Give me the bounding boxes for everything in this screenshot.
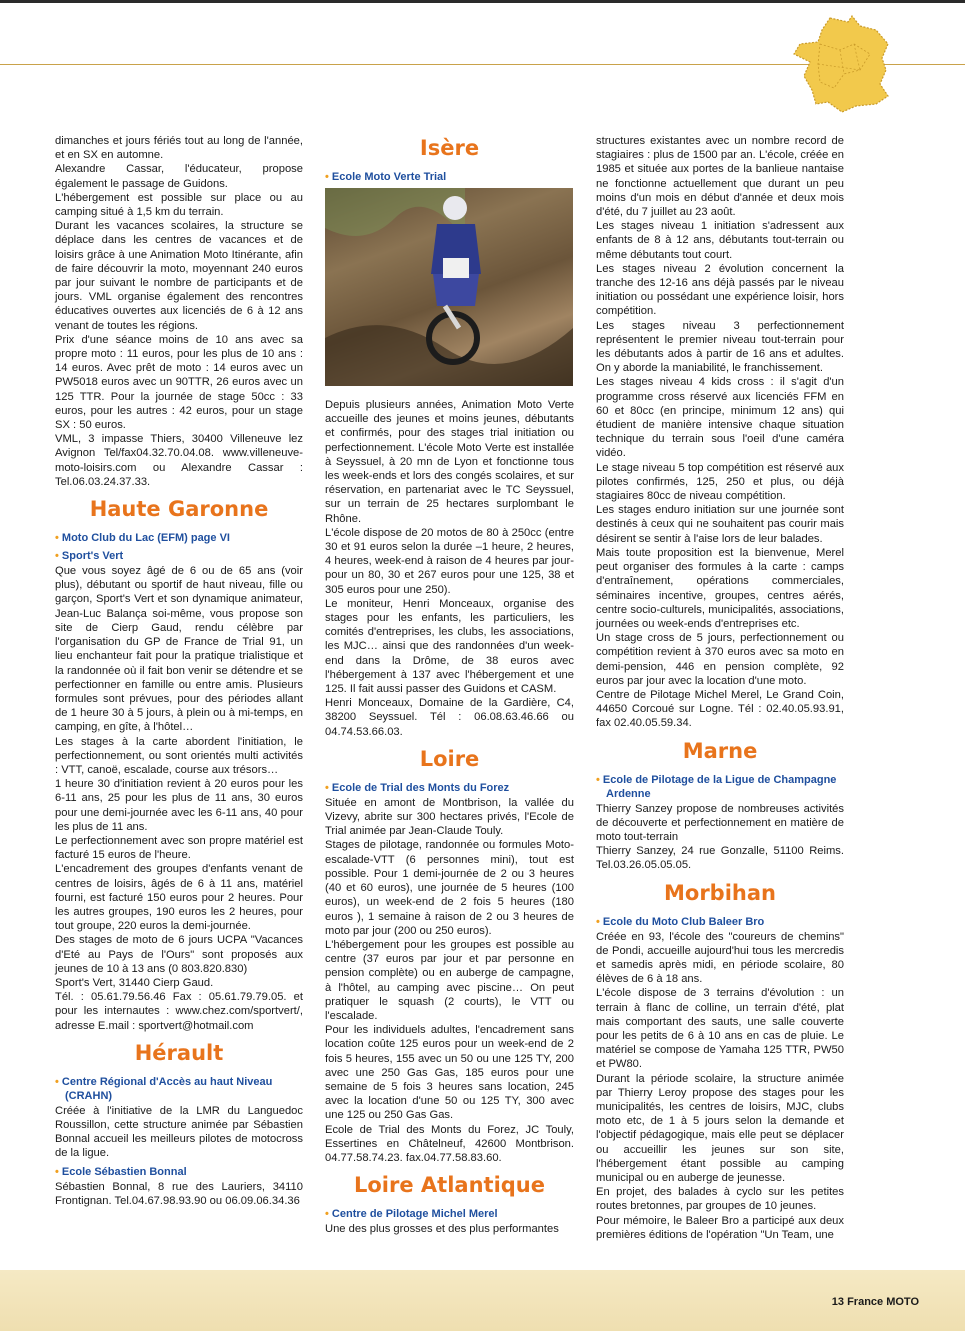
paragraph: Tél. : 05.61.79.56.46 Fax : 05.61.79.79.05. et pour les internautes : www.chez.com/sportvert/, adresse E.mail : sportvert@hotmail.com xyxy=(55,991,303,1032)
paragraph: En projet, des balades à cyclo sur les petites routes bretonnes, par groupes de 10 jeunes. xyxy=(596,1186,844,1213)
paragraph: Depuis plusieurs années, Animation Moto Verte accueille des jeunes et moins jeunes, débutants et confirmés, pour des stages trial initiation ou perfectionnement. L'école Moto Verte est installée à Seyssuel, à 20 mn de Lyon et fonctionne tous les week-ends et lors des congés scolaires, et sur réservation, en partenariat avec le TC Seyssuel, sur un terrain de 25 hectares surplombant le Rhône. xyxy=(325,399,574,525)
region-heading-herault: Hérault xyxy=(134,1040,224,1065)
paragraph: Un stage cross de 5 jours, perfectionnement ou compétition revient à 370 euros avec sa moto en demi-pension, 446 en pension complète, 92 euros par jour avec la location d'une moto. xyxy=(596,632,844,687)
paragraph: Stages de pilotage, randonnée ou formules Moto-escalade-VTT (6 personnes mini), tout est possible. Pour 1 demi-journée de 2 ou 3 heures (40 et 60 euros), une journée de 5 heures (100 euros), un week-end de 2 fois 5 heures (180 euros ), 1 semaine à raison de 2 ou 3 heures de moto par jour (200 ou 250 euros). xyxy=(325,839,574,937)
school-label: Ecole de Pilotage de la Ligue de Champagne Ardenne xyxy=(602,773,837,800)
bullet-icon: • xyxy=(55,1165,62,1178)
paragraph: L'encadrement des groupes d'enfants venant de centres de loisirs, âgés de 6 à 11 ans, matériel fourni, est facturé 150 euros pour 2 heures. Pour les autres groupes, 190 euros les 2 heures, pour tout groupe, 220 euros la demi-journée. xyxy=(55,863,303,933)
region-heading-morbihan: Morbihan xyxy=(664,880,776,905)
paragraph: Que vous soyez âgé de 6 ou de 65 ans (voir plus), débutant ou sportif de haut niveau, fille ou garçon, Sport's Vert et son dynamique animateur, Jean-Luc Balança soi-même, vous propose son site de Cierp Gaud, rendu célèbre par l'organisation du GP de France de Trial 91, un lieu enchanteur fait pour la pratique trialistique et la randonnée où il fait bon venir se détendre et se perfectionner en famille ou entre amis. Plusieurs formules sont prévues, pour des périodes allant de 1 heure 30 à 5 jours, à plein ou à mi-temps, en camping, en gîte, à l'hôtel… xyxy=(55,565,303,734)
paragraph: Les stages niveau 3 perfectionnement représentent le premier niveau tout-terrain pour les débutants ados à partir de 16 ans et adultes. On y aborde la maniabilité, le franchissement. xyxy=(596,319,844,375)
paragraph: Le moniteur, Henri Monceaux, organise des stages pour les enfants, les particuliers, les comités d'entreprises, les clubs, les associations, les MJC… ainsi que des randonnées d'un week-end dans la Drôme, de 38 euros avec l'hébergement à 137 avec l'hébergement et une 125. Il fait aussi passer des Guidons et CASM. xyxy=(325,597,574,696)
school-name xyxy=(55,1075,303,1103)
paragraph: 1 heure 30 d'initiation revient à 20 euros pour les 6-11 ans, 25 pour les plus de 11 ans, 30 euros pour une demi-journée avec les 6-11 ans, 40 pour les plus de 11 ans. xyxy=(55,778,303,833)
paragraph: Pour les individuels adultes, l'encadrement sans location coûte 125 euros pour un week-end de 2 fois 5 heures, 155 avec un 50 ou une 125 TY, 200 avec une 250 Gas Gas, 185 euros pour une semaine de 5 fois 3 heures sans location, 245 avec la location d'une 50 ou 125 TY, 300 avec une 125 ou 250 Gas Gas. xyxy=(325,1024,574,1122)
paragraph: Des stages de moto de 6 jours UCPA "Vacances d'Eté au Pays de l'Ours" sont proposés aux jeunes de 10 à 13 ans (0 803.820.830) xyxy=(55,934,303,975)
region-heading-loire: Loire xyxy=(419,746,480,771)
paragraph: Pour mémoire, le Baleer Bro a participé aux deux premières éditions de l'opération "Un Team, une xyxy=(596,1214,844,1241)
school-label: Sport's Vert xyxy=(61,550,124,563)
paragraph: Créée à l'initiative de la LMR du Languedoc Roussillon, cette structure animée par Sébastien Bonnal accueil les meilleurs pilotes de motocross de la ligue. xyxy=(55,1104,303,1160)
paragraph: L'hébergement pour les groupes est possible au centre (37 euros par jour et par personne en pension complète) ou en auberge de campagne, à l'hôtel, au camping avec piscine… On peut pratiquer le squash (2 courts), le VTT ou l'escalade. xyxy=(325,938,574,1022)
paragraph: Henri Monceaux, Domaine de la Gardière, C4, 38200 Seyssuel. Tél : 06.08.63.46.66 ou 04.74.53.66.03. xyxy=(325,697,574,738)
paragraph: L'école dispose de 3 terrains d'évolution : un terrain à flanc de colline, un terrain d'été, plat mais comportant des sauts, une salle couverte pour les petits de 6 à 10 ans en cas de pluie. Le matériel se compose de Yamaha 125 TTR, PW50 et PW80. xyxy=(596,987,844,1071)
school-name xyxy=(325,1207,574,1221)
paragraph: Ecole de Trial des Monts du Forez, JC Touly, Essertines en Châtelneuf, 42600 Montbrison. 04.77.58.74.23. fax.04.77.58.83.60. xyxy=(325,1123,574,1164)
paragraph: Prix d'une séance moins de 10 ans avec sa propre moto : 11 euros, pour les plus de 10 ans : 14 euros. Avec prêt de moto : 14 euros avec un PW5018 euros avec un 90TTR, 26 euros avec un 125 TTR. Pour la journée de stage 50cc : 33 euros, pour les autres : 42 euros, pour un stage SX : 50 euros. xyxy=(55,333,303,432)
school-name xyxy=(325,170,574,184)
footer-band xyxy=(0,1270,965,1331)
school-name xyxy=(55,531,303,545)
paragraph: Les stages niveau 2 évolution concernent la tranche des 12-16 ans déjà passés par le niveau initiation ou possédant une expérience loisir, hors compétition. xyxy=(596,262,844,318)
bullet-icon: • xyxy=(325,781,332,794)
column-3 xyxy=(596,134,844,1242)
school-name xyxy=(596,915,844,929)
paragraph: Les stages à la carte abordent l'initiation, le perfectionnement, ou sont orientés multi activités : VTT, canoë, escalade, course aux trésors… xyxy=(55,735,303,776)
paragraph: Thierry Sanzey propose de nombreuses activités de découverte et perfectionnement en matière de moto tout-terrain xyxy=(596,802,844,843)
france-map-icon xyxy=(790,14,900,114)
paragraph: Durant la période scolaire, la structure animée par Thierry Leroy propose des stages pour les municipalités, les centres de loisirs, MJC, clubs moto etc, de 1 à 5 jours selon la demande et l'objectif pédagogique, mais elle peut se déplacer ou accueillir les jeunes sur son site, l'hébergement étant possible au camping municipal ou en auberge de jeunesse. xyxy=(596,1072,844,1184)
page-number: 13 France MOTO xyxy=(831,1296,919,1308)
school-label: Ecole Sébastien Bonnal xyxy=(61,1165,187,1178)
paragraph: Sébastien Bonnal, 8 rue des Lauriers, 34110 Frontignan. Tel.04.67.98.93.90 ou 06.09.06.34.36 xyxy=(55,1180,303,1207)
school-label: Ecole du Moto Club Baleer Bro xyxy=(602,915,765,928)
region-heading-loire-atlantique: Loire Atlantique xyxy=(354,1173,545,1198)
paragraph: Une des plus grosses et des plus performantes xyxy=(325,1223,559,1236)
paragraph: Alexandre Cassar, l'éducateur, propose également le passage de Guidons. xyxy=(55,163,303,190)
region-heading-isere: Isère xyxy=(419,136,480,160)
top-edge xyxy=(0,0,965,3)
paragraph: VML, 3 impasse Thiers, 30400 Villeneuve lez Avignon Tel/fax04.32.70.04.08. www.villeneuve-moto-loisirs.com ou Alexandre Cassar : Tel.06.03.24.37.33. xyxy=(55,433,303,488)
paragraph: Le perfectionnement avec son propre matériel est facturé 15 euros de l'heure. xyxy=(55,834,303,862)
bullet-icon: • xyxy=(55,532,62,545)
bullet-icon: • xyxy=(325,1208,332,1221)
paragraph: Le stage niveau 5 top compétition est réservé aux pilotes confirmés, 125, 250 et plus, ou déjà stagiaires 80cc de niveau compétition. xyxy=(596,461,844,503)
school-label: Centre de Pilotage Michel Merel xyxy=(331,1208,498,1221)
column-2 xyxy=(325,134,574,1236)
school-name xyxy=(325,781,574,795)
paragraph: Centre de Pilotage Michel Merel, Le Grand Coin, 44650 Corcoué sur Logne. Tél : 02.40.05.93.91, fax 02.40.05.59.34. xyxy=(596,688,844,730)
paragraph: Les stages niveau 4 kids cross : il s'agit d'un programme cross réservé aux licenciés FFM en 60 et 80cc (en principe, minimum 12 ans) qui étudient de manière intensive chaque situation technique du terrain sous l'oeil d'une caméra vidéo. xyxy=(596,376,844,460)
region-heading-haute-garonne: Haute Garonne xyxy=(89,497,269,522)
paragraph: Les stages enduro initiation sur une journée sont destinés à ceux qui ne souhaitent pas courir mais désirent se sentir à l'aise lors de leur balades. xyxy=(596,504,844,545)
bullet-icon: • xyxy=(325,171,332,183)
bullet-icon: • xyxy=(55,550,62,563)
paragraph: L'école dispose de 20 motos de 80 à 250cc (entre 30 et 91 euros selon la durée –1 heure, 2 heures, 4 heures, week-end à raison de 4 heures par jour- pour un 80, 30 et 267 euros pour une 125, 38 et 305 euros pour une 250). xyxy=(325,526,574,596)
paragraph: Les stages niveau 1 initiation s'adressent aux enfants de 8 à 12 ans, débutants tout-terrain ou même débutants tout court. xyxy=(596,220,844,261)
region-heading-marne: Marne xyxy=(682,738,758,763)
school-name xyxy=(596,773,844,801)
school-name xyxy=(55,549,303,563)
column-1 xyxy=(55,134,303,1208)
paragraph: Mais toute proposition est la bienvenue, Merel peut organiser des formules à la carte : camps d'entraînement, opérations commerciales, séminaires incentive, groupes, centres aérés, centre socio-culturels, municipalités, associations, journées ou week-ends d'entreprises etc. xyxy=(596,546,844,630)
paragraph: structures existantes avec un nombre record de stagiaires : plus de 1500 par an. L'école, créée en 1985 et située aux portes de la banlieue nantaise ne fonctionne actuellement que durant un peu moins d'un mois en début d'année et deux mois d'été, du 7 juillet au 23 août. xyxy=(596,135,844,219)
paragraph: Sport's Vert, 31440 Cierp Gaud. xyxy=(55,976,214,989)
school-label: Moto Club du Lac (EFM) page VI xyxy=(61,532,230,545)
paragraph: dimanches et jours fériés tout au long de l'année, et en SX en automne. xyxy=(55,135,303,162)
paragraph: L'hébergement est possible sur place ou au camping situé à 1,5 km du terrain. xyxy=(55,191,303,219)
bullet-icon: • xyxy=(596,915,603,928)
school-label: Ecole Moto Verte Trial xyxy=(331,171,447,183)
paragraph: Thierry Sanzey, 24 rue Gonzalle, 51100 Reims. Tel.03.26.05.05.05. xyxy=(596,845,844,872)
paragraph: Créée en 93, l'école des "coureurs de chemins" de Pondi, accueille aujourd'hui tous les mercredis et samedis après midi, en période scolaire, 80 élèves de 6 à 18 ans. xyxy=(596,930,844,986)
bullet-icon: • xyxy=(596,773,603,786)
paragraph: Durant les vacances scolaires, la structure se déplace dans les centres de vacances et de loisirs grâce à une Animation Moto Itinérante, afin de faire découvrir la moto, moyennant 240 euros par jour suivant le nombre de participants et de jours. VML organise également des rencontres éducatives ouvertes aux licenciés de 6 à 12 ans venant de toutes les régions. xyxy=(55,220,303,332)
school-label: Ecole de Trial des Monts du Forez xyxy=(331,781,510,794)
bullet-icon: • xyxy=(55,1075,62,1088)
trial-rider-photo xyxy=(325,188,573,386)
school-label: Centre Régional d'Accès au haut Niveau (CRAHN) xyxy=(61,1075,273,1102)
photo-illustration xyxy=(325,188,573,386)
school-name xyxy=(55,1165,303,1179)
paragraph: Située en amont de Montbrison, la vallée du Vizevy, abrite sur 300 hectares privés, l'Ecole de Trial animée par Jean-Claude Touly. xyxy=(325,796,574,838)
